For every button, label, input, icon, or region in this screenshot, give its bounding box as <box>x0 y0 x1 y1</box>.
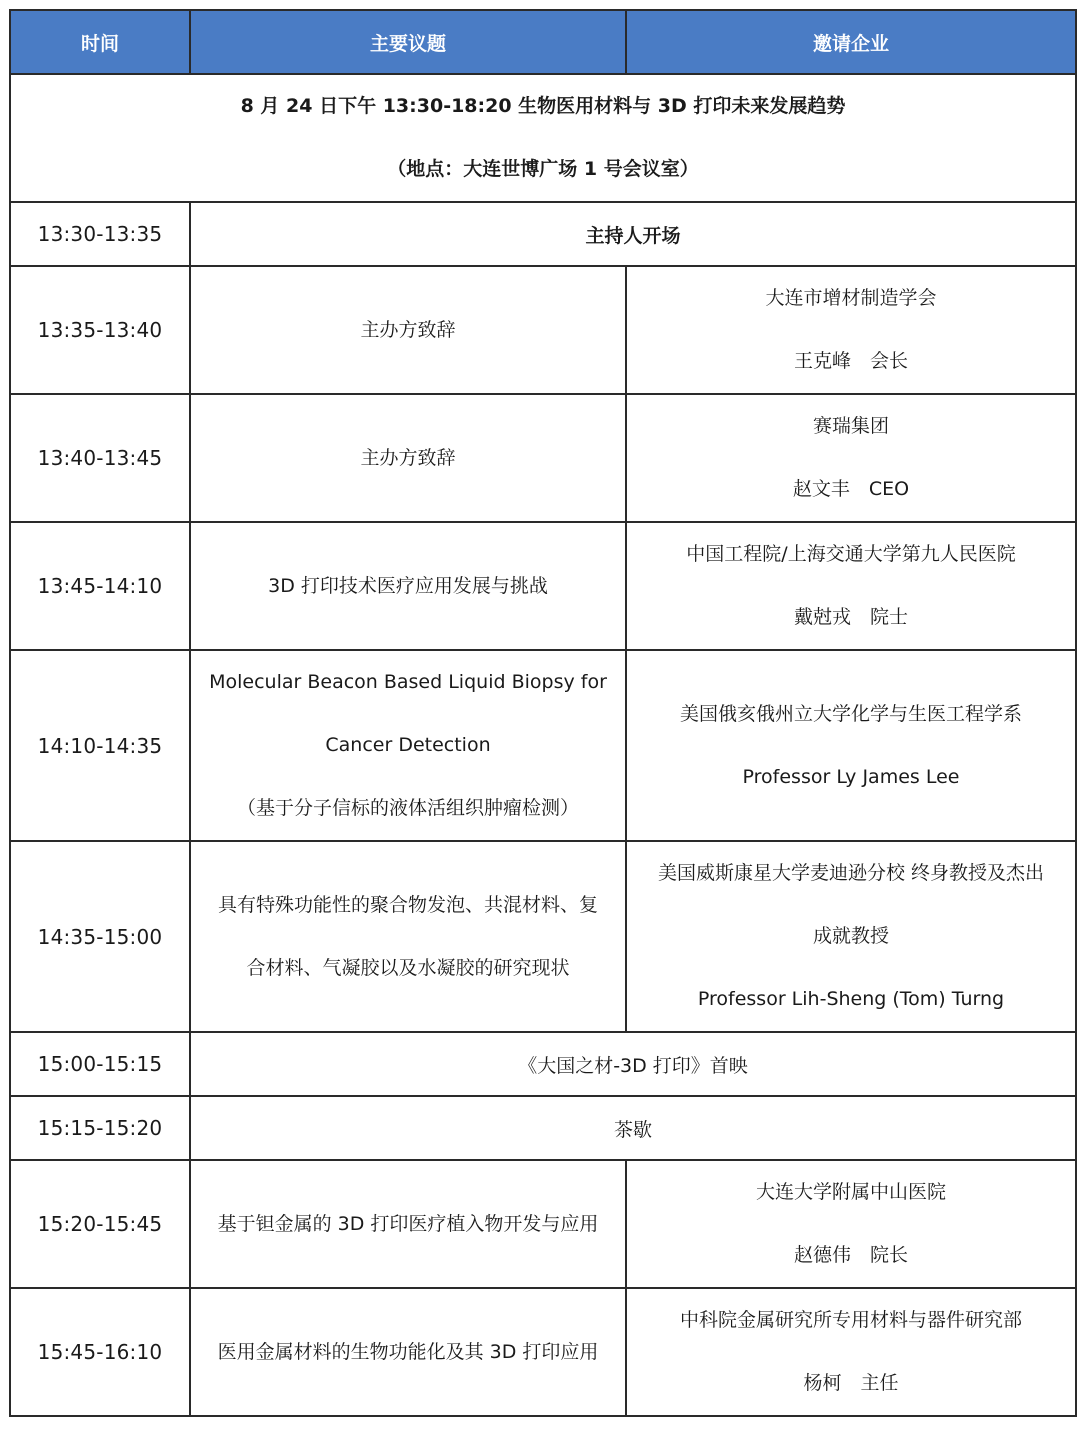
table-row <box>10 394 1076 522</box>
header-topic: 主要议题 <box>190 10 626 74</box>
topic-line: Cancer Detection <box>325 734 491 756</box>
company-line: 美国俄亥俄州立大学化学与生医工程学系 <box>679 702 1022 725</box>
full-width-topic: 主持人开场 <box>190 202 1076 266</box>
time-cell: 13:35-13:40 <box>10 266 190 394</box>
company-line: 赵文丰 CEO <box>792 478 910 500</box>
company-line: 戴尅戎 院士 <box>793 606 908 628</box>
header-company: 邀请企业 <box>626 10 1076 74</box>
company-cell <box>626 1288 1076 1416</box>
company-line: 大连市增材制造学会 <box>765 287 937 309</box>
topic-cell <box>190 266 626 394</box>
table-header <box>10 10 1076 74</box>
company-line: 王克峰 会长 <box>793 350 908 372</box>
table-row <box>10 1096 1076 1160</box>
session-banner <box>10 74 1076 202</box>
topic-line: Molecular Beacon Based Liquid Biopsy for <box>209 671 607 693</box>
topic-line: 主办方致辞 <box>360 318 456 341</box>
table-row <box>10 1032 1076 1096</box>
table-row <box>10 841 1076 1032</box>
full-width-topic: 茶歇 <box>190 1096 1076 1160</box>
time-cell: 13:30-13:35 <box>10 202 190 266</box>
topic-line: 合材料、气凝胶以及水凝胶的研究现状 <box>246 956 570 979</box>
company-line: 赵德伟 院长 <box>793 1244 908 1266</box>
topic-line: 医用金属材料的生物功能化及其 3D 打印应用 <box>217 1340 599 1363</box>
company-line: 成就教授 <box>812 925 889 947</box>
topic-cell <box>190 1160 626 1288</box>
time-cell: 15:15-15:20 <box>10 1096 190 1160</box>
company-line: 中国工程院/上海交通大学第九人民医院 <box>686 543 1016 565</box>
company-line: 中科院金属研究所专用材料与器件研究部 <box>679 1309 1022 1331</box>
table-row <box>10 1288 1076 1416</box>
table-row <box>10 522 1076 650</box>
time-cell: 15:20-15:45 <box>10 1160 190 1288</box>
time-cell: 14:10-14:35 <box>10 650 190 841</box>
topic-line: 主办方致辞 <box>360 446 456 469</box>
schedule-table <box>9 9 1077 1417</box>
session-title: 8 月 24 日下午 13:30-18:20 生物医用材料与 3D 打印未来发展趋势 <box>240 95 846 117</box>
full-width-topic: 《大国之材-3D 打印》首映 <box>190 1032 1076 1096</box>
topic-line: 基于钽金属的 3D 打印医疗植入物开发与应用 <box>217 1212 599 1235</box>
company-cell <box>626 650 1076 841</box>
topic-line: 具有特殊功能性的聚合物发泡、共混材料、复 <box>217 893 598 916</box>
company-cell <box>626 522 1076 650</box>
company-line: 美国威斯康星大学麦迪逊分校 终身教授及杰出 <box>657 862 1045 884</box>
company-line: 杨柯 主任 <box>803 1372 899 1394</box>
table-row <box>10 266 1076 394</box>
table-row <box>10 1160 1076 1288</box>
company-line: 赛瑞集团 <box>812 415 889 437</box>
company-cell <box>626 841 1076 1032</box>
company-line: Professor Lih-Sheng (Tom) Turng <box>697 988 1005 1010</box>
topic-line: 3D 打印技术医疗应用发展与挑战 <box>268 574 548 597</box>
topic-cell <box>190 1288 626 1416</box>
time-cell: 15:45-16:10 <box>10 1288 190 1416</box>
company-line: Professor Ly James Lee <box>742 765 960 788</box>
header-time: 时间 <box>10 10 190 74</box>
time-cell: 15:00-15:15 <box>10 1032 190 1096</box>
topic-line: （基于分子信标的液体活组织肿瘤检测） <box>236 797 579 819</box>
table-row <box>10 650 1076 841</box>
topic-cell <box>190 522 626 650</box>
topic-cell <box>190 841 626 1032</box>
company-line: 大连大学附属中山医院 <box>755 1181 946 1203</box>
session-banner-row <box>10 74 1076 202</box>
topic-cell <box>190 650 626 841</box>
company-cell <box>626 266 1076 394</box>
topic-cell <box>190 394 626 522</box>
table-row <box>10 202 1076 266</box>
time-cell: 13:45-14:10 <box>10 522 190 650</box>
session-location: （地点：大连世博广场 1 号会议室） <box>387 158 699 180</box>
time-cell: 14:35-15:00 <box>10 841 190 1032</box>
time-cell: 13:40-13:45 <box>10 394 190 522</box>
company-cell <box>626 1160 1076 1288</box>
company-cell <box>626 394 1076 522</box>
